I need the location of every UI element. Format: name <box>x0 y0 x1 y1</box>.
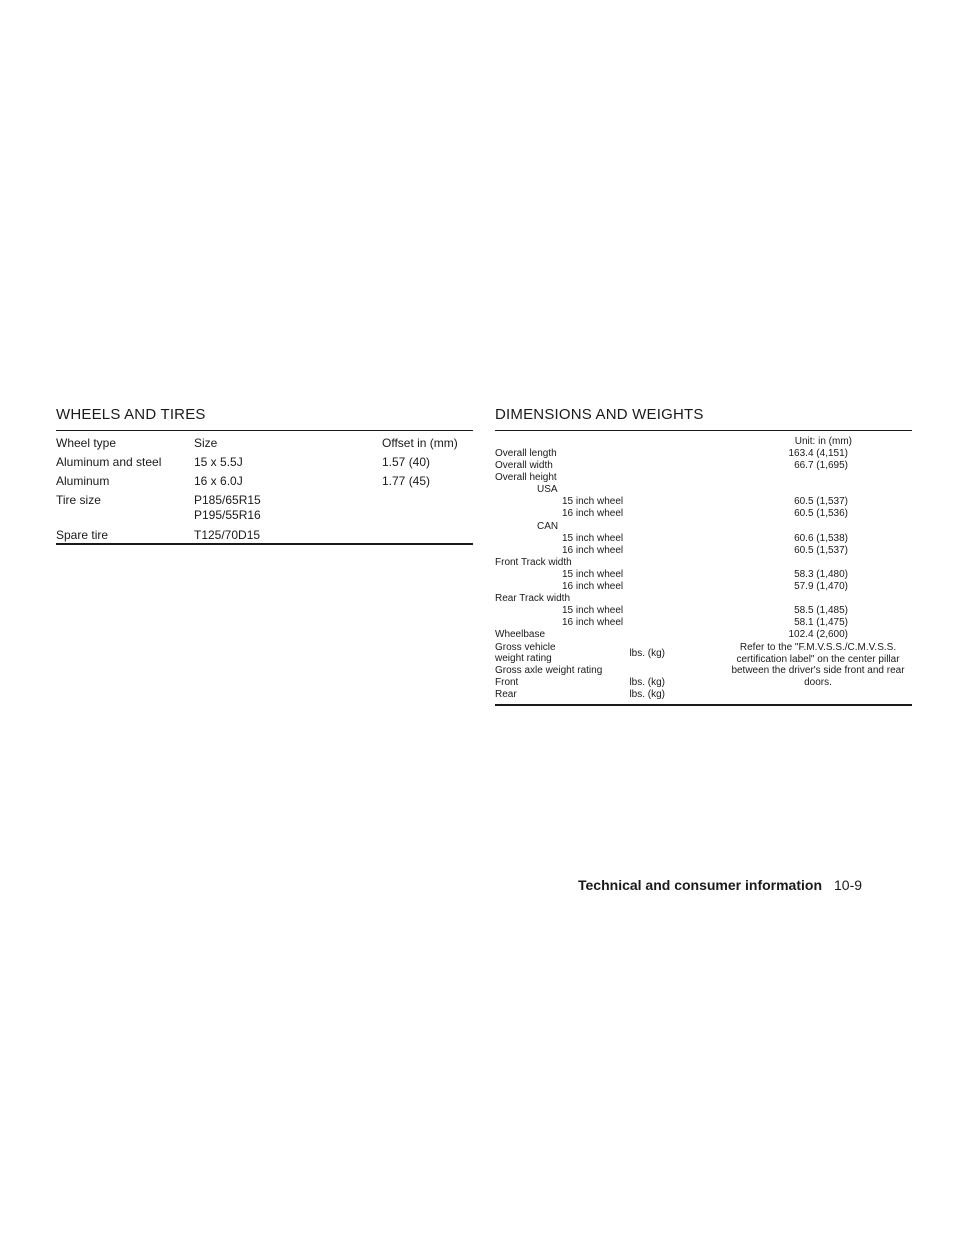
dimensions-weights-bottom-rule <box>495 704 912 706</box>
front-track-16-label: 16 inch wheel <box>562 581 624 592</box>
rear-track-label: Rear Track width <box>495 593 571 604</box>
gawr-rear-label: Rear <box>495 689 517 700</box>
can-15-label: 15 inch wheel <box>562 533 624 544</box>
gvwr-label-line2: weight rating <box>495 653 552 664</box>
wheel-type-cell: Tire size <box>56 493 101 507</box>
rear-track-15-label: 15 inch wheel <box>562 605 624 616</box>
front-track-16-value: 57.9 (1,470) <box>794 581 848 592</box>
overall-width-label: Overall width <box>495 460 553 471</box>
usa-label: USA <box>537 484 558 495</box>
can-15-value: 60.6 (1,538) <box>794 533 848 544</box>
page-number: 10-9 <box>834 877 863 893</box>
overall-height-label: Overall height <box>495 472 557 483</box>
usa-15-label: 15 inch wheel <box>562 496 624 507</box>
gvwr-unit: lbs. (kg) <box>629 648 665 659</box>
wheels-tires-title: WHEELS AND TIRES <box>56 406 206 423</box>
rear-track-16-value: 58.1 (1,475) <box>794 617 848 628</box>
rear-track-16-label: 16 inch wheel <box>562 617 624 628</box>
page-footer <box>578 877 862 895</box>
header-wheel-type: Wheel type <box>56 436 117 450</box>
wheel-type-cell: Aluminum and steel <box>56 455 162 469</box>
can-16-label: 16 inch wheel <box>562 545 624 556</box>
usa-16-label: 16 inch wheel <box>562 508 624 519</box>
table-row <box>56 528 473 542</box>
size-cell: T125/70D15 <box>194 528 261 542</box>
size-cell: 16 x 6.0J <box>194 474 243 488</box>
offset-cell: 1.57 (40) <box>382 455 431 469</box>
footer-section-title: Technical and consumer information <box>578 877 823 893</box>
table-row <box>56 474 473 488</box>
can-label: CAN <box>537 521 559 532</box>
usa-16-value: 60.5 (1,536) <box>794 508 848 519</box>
wheels-tires-top-rule <box>56 430 473 431</box>
overall-width-value: 66.7 (1,695) <box>794 460 848 471</box>
gawr-front-unit: lbs. (kg) <box>629 677 665 688</box>
front-track-15-label: 15 inch wheel <box>562 569 624 580</box>
wheelbase-label: Wheelbase <box>495 629 546 640</box>
wheel-type-cell: Spare tire <box>56 528 109 542</box>
dimensions-weights-title: DIMENSIONS AND WEIGHTS <box>495 406 704 423</box>
usa-15-value: 60.5 (1,537) <box>794 496 848 507</box>
size-cell: 15 x 5.5J <box>194 455 243 469</box>
offset-cell: 1.77 (45) <box>382 474 431 488</box>
wheel-type-cell: Aluminum <box>56 474 110 488</box>
overall-length-value: 163.4 (4,151) <box>788 448 848 459</box>
gawr-label: Gross axle weight rating <box>495 665 603 676</box>
weight-rating-note: Refer to the "F.M.V.S.S./C.M.V.S.S. certification label" on the center pillar between the driver's side front and rear doors. <box>731 642 905 688</box>
unit-label: Unit: in (mm) <box>794 436 852 447</box>
can-16-value: 60.5 (1,537) <box>794 545 848 556</box>
overall-length-label: Overall length <box>495 448 557 459</box>
dimensions-weights-top-rule <box>495 430 912 431</box>
wheelbase-value: 102.4 (2,600) <box>788 629 848 640</box>
header-size: Size <box>194 436 218 450</box>
dimensions-table <box>495 436 912 706</box>
header-offset: Offset in (mm) <box>382 436 458 450</box>
size-cell: P185/65R15 <box>194 493 261 507</box>
gawr-front-label: Front <box>495 677 519 688</box>
rear-track-15-value: 58.5 (1,485) <box>794 605 848 616</box>
gvwr-label-line1: Gross vehicle <box>495 642 556 653</box>
table-row <box>56 455 473 469</box>
gawr-rear-unit: lbs. (kg) <box>629 689 665 700</box>
wheels-tires-header-row <box>56 436 473 450</box>
wheels-tires-bottom-rule <box>56 543 473 545</box>
front-track-label: Front Track width <box>495 557 572 568</box>
table-row <box>56 493 473 521</box>
size-cell-second-line: P195/55R16 <box>194 508 261 522</box>
front-track-15-value: 58.3 (1,480) <box>794 569 848 580</box>
